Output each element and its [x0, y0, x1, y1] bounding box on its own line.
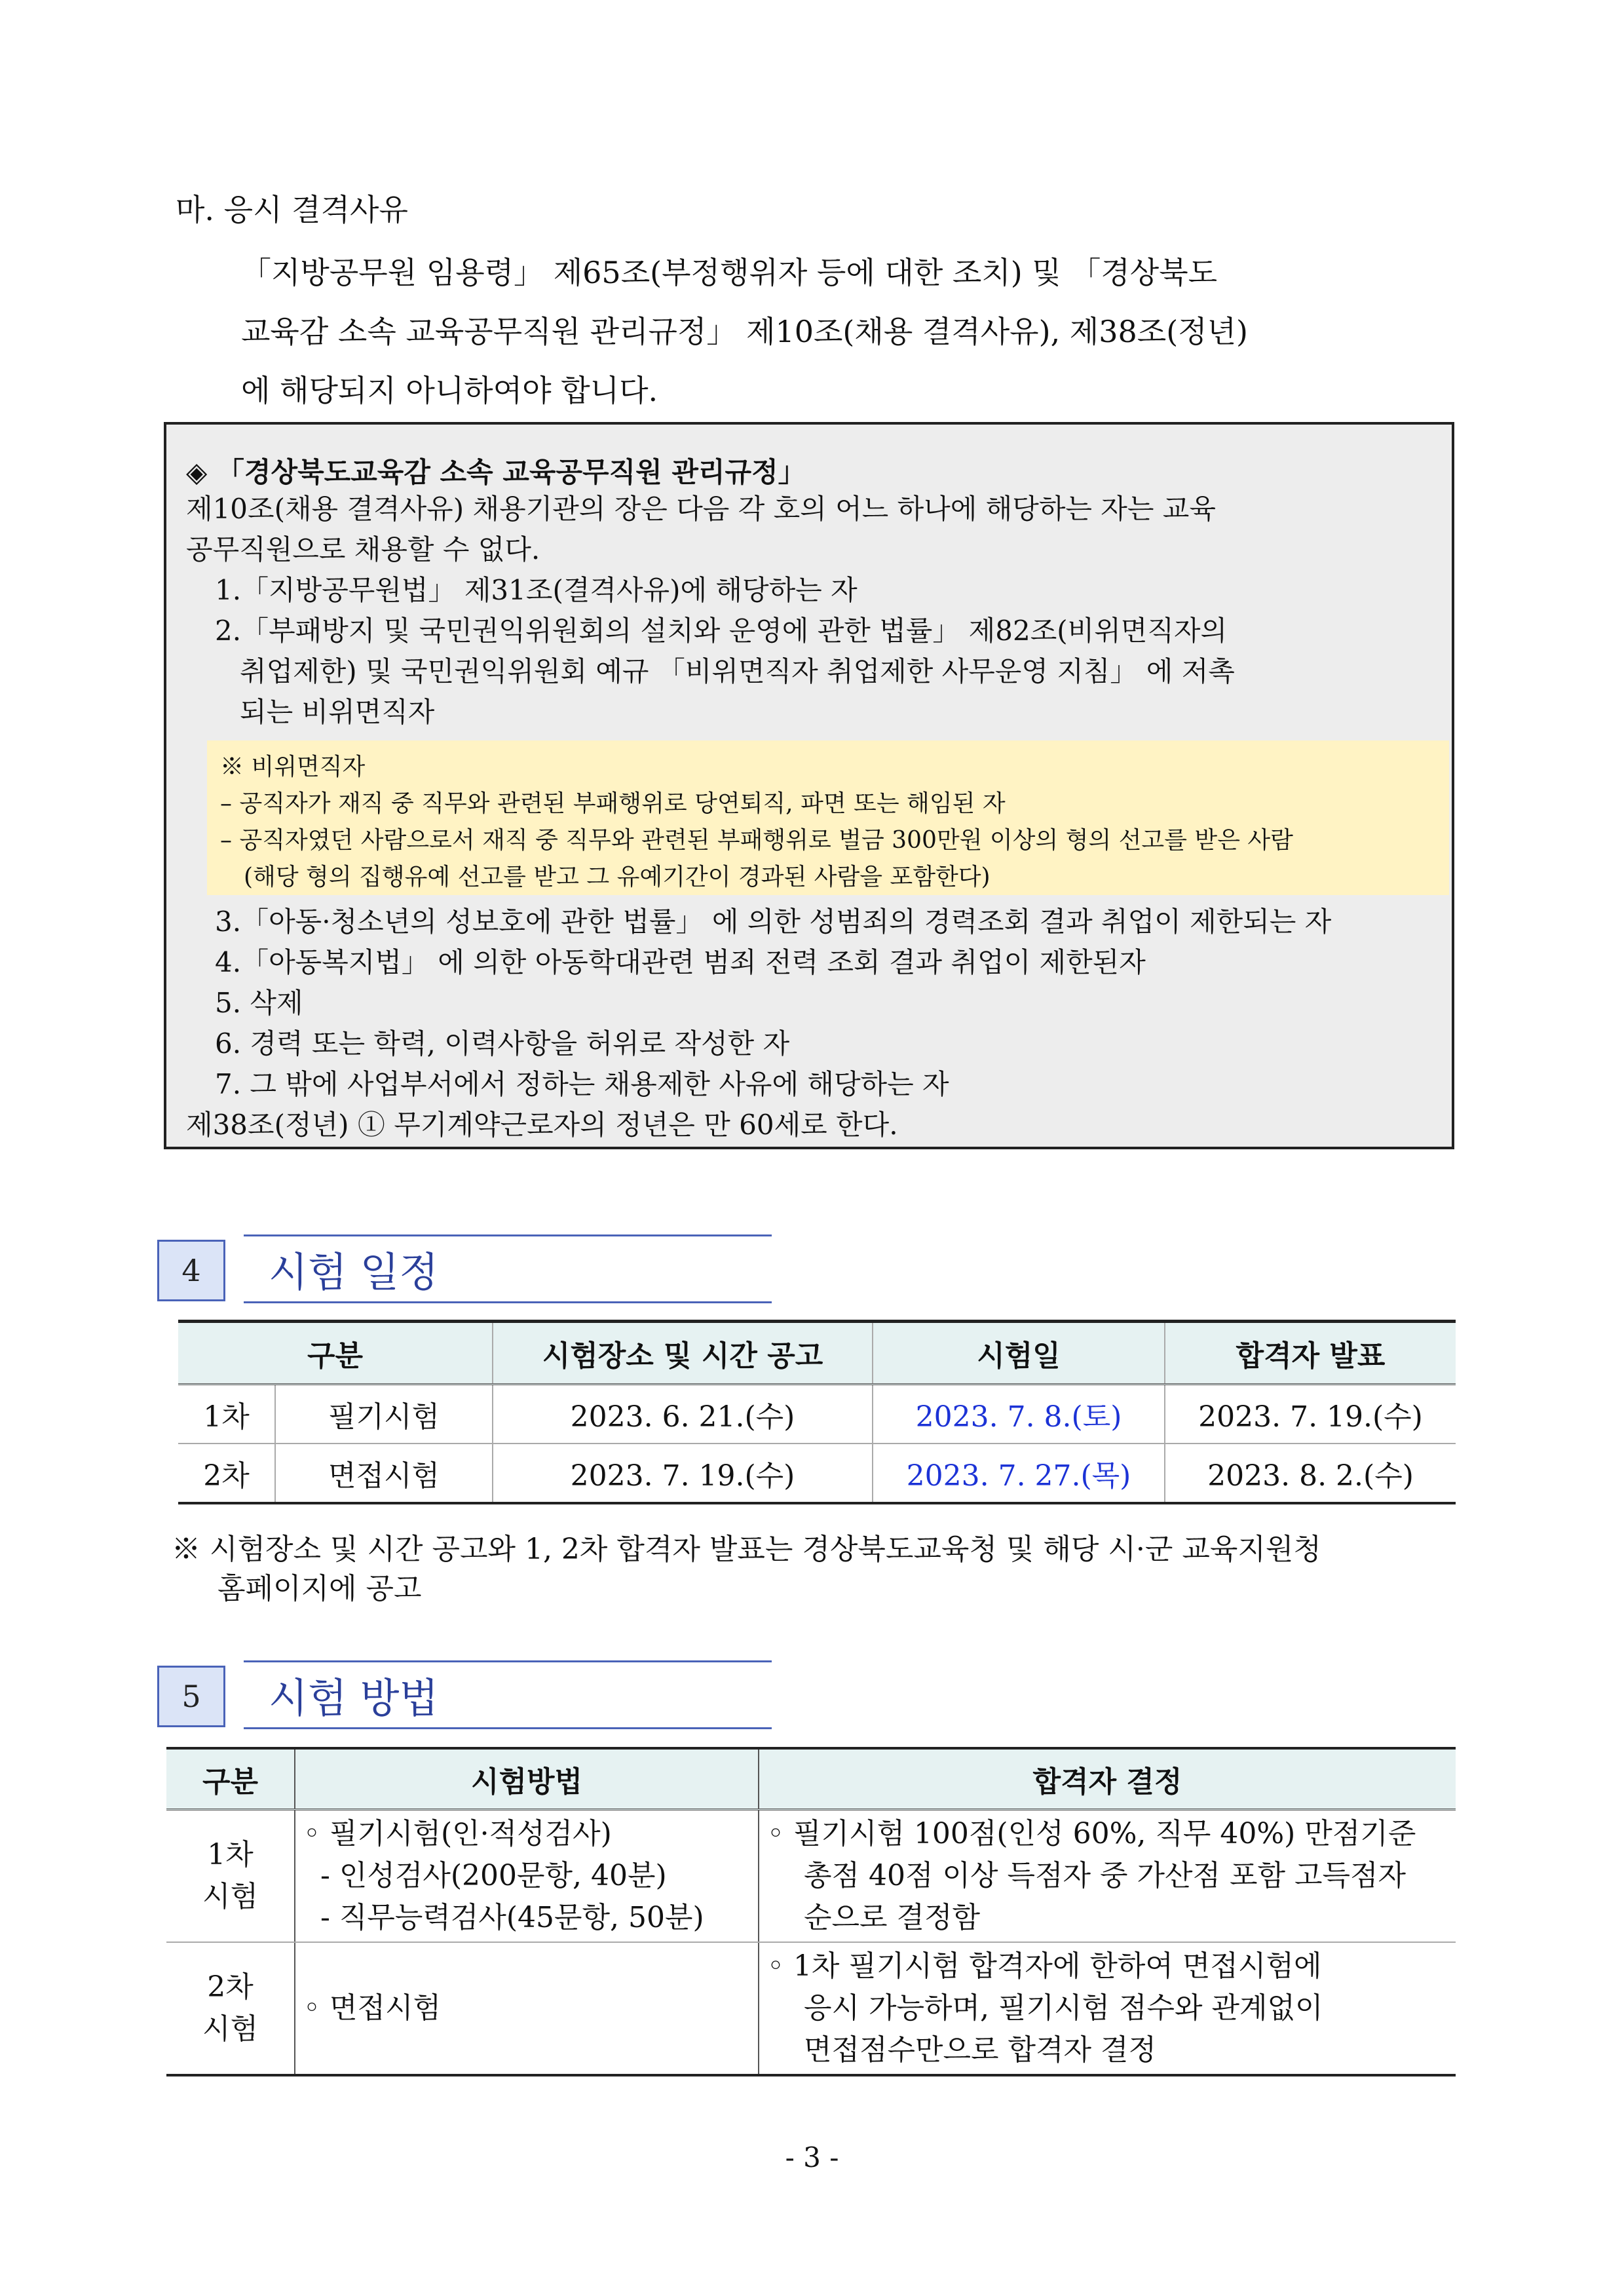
section5-bottom-rule: [244, 1727, 772, 1729]
regulation-line: 제10조(채용 결격사유) 채용기관의 장은 다음 각 호의 어느 하나에 해당하는 자는 교육: [186, 493, 1216, 525]
header-category: 구분: [178, 1322, 493, 1385]
regulation-line: 4.「아동복지법」 에 의한 아동학대관련 범죄 전력 조회 결과 취업이 제한된자: [215, 946, 1146, 978]
schedule-footnote: ※ 시험장소 및 시간 공고와 1, 2차 합격자 발표는 경상북도교육청 및 해당 시·군 교육지원청: [172, 1533, 1321, 1566]
decision-cell: [759, 1810, 1456, 1943]
method-line: - 인성검사(200문항, 40분): [320, 1859, 667, 1892]
note-title: ※ 비위면직자: [220, 754, 366, 780]
method-line: ◦ 필기시험(인·적성검사): [303, 1817, 612, 1850]
regulation-box-title: ◈ 「경상북도교육감 소속 교육공무직원 관리규정」: [186, 456, 806, 488]
method-header-row: [166, 1748, 1456, 1810]
decision-line: ◦ 1차 필기시험 합격자에 한하여 면접시험에: [767, 1949, 1322, 1983]
page-number: - 3 -: [785, 2141, 839, 2173]
announce-cell: 2023. 8. 2.(수): [1165, 1444, 1456, 1503]
round-cell: [166, 1810, 295, 1943]
decision-line: 면접점수만으로 합격자 결정: [804, 2033, 1157, 2067]
decision-line: 순으로 결정함: [804, 1901, 981, 1934]
decision-line: 총점 40점 이상 득점자 중 가산점 포함 고득점자: [804, 1859, 1406, 1892]
table-row: [166, 1810, 1456, 1943]
section5-number-badge: 5: [157, 1666, 225, 1727]
section-ma-paragraph-line: 에 해당되지 아니하여야 합니다.: [241, 373, 658, 408]
header-notice: 시험장소 및 시간 공고: [493, 1322, 873, 1385]
section5-title: 시험 방법: [269, 1674, 439, 1722]
header-exam-date: 시험일: [873, 1322, 1165, 1385]
regulation-line: 3.「아동·청소년의 성보호에 관한 법률」 에 의한 성범죄의 경력조회 결과 취업이 제한되는 자: [215, 906, 1332, 938]
regulation-line: 공무직원으로 채용할 수 없다.: [186, 533, 540, 565]
note-line: – 공직자였던 사람으로서 재직 중 직무와 관련된 부패행위로 벌금 300만원 이상의 형의 선고를 받은 사람: [220, 827, 1293, 854]
note-line: – 공직자가 재직 중 직무와 관련된 부패행위로 당연퇴직, 파면 또는 해임된 자: [220, 790, 1006, 817]
section-ma-paragraph-line: 「지방공무원 임용령」 제65조(부정행위자 등에 대한 조치) 및 「경상북도: [241, 255, 1218, 290]
notice-cell: 2023. 6. 21.(수): [493, 1385, 873, 1444]
schedule-footnote: 홈페이지에 공고: [217, 1572, 422, 1605]
schedule-table: [178, 1320, 1456, 1504]
regulation-line: 2.「부패방지 및 국민권익위원회의 설치와 운영에 관한 법률」 제82조(비위면직자의: [215, 615, 1228, 647]
round-cell: 2차: [178, 1444, 275, 1503]
section-ma-paragraph-line: 교육감 소속 교육공무직원 관리규정」 제10조(채용 결격사유), 제38조(정년): [241, 314, 1248, 349]
header-decision: 합격자 결정: [759, 1748, 1456, 1810]
regulation-line: 7. 그 밖에 사업부서에서 정하는 채용제한 사유에 해당하는 자: [215, 1068, 949, 1100]
section4-bottom-rule: [244, 1301, 772, 1303]
table-row: [166, 1942, 1456, 2075]
round-line: 시험: [202, 1880, 258, 1913]
section4-number-badge: 4: [157, 1240, 225, 1301]
section-ma-title: 마. 응시 결격사유: [176, 192, 408, 227]
regulation-line: 되는 비위면직자: [240, 696, 435, 728]
announce-cell: 2023. 7. 19.(수): [1165, 1385, 1456, 1444]
round-line: 시험: [202, 2012, 258, 2046]
regulation-line: 취업제한) 및 국민권익위원회 예규 「비위면직자 취업제한 사무운영 지침」 에 저촉: [240, 655, 1235, 687]
method-cell: [295, 1942, 759, 2075]
table-row: [178, 1385, 1456, 1444]
header-method: 시험방법: [295, 1748, 759, 1810]
type-cell: 필기시험: [275, 1385, 493, 1444]
decision-line: ◦ 필기시험 100점(인성 60%, 직무 40%) 만점기준: [767, 1817, 1416, 1850]
schedule-header-row: [178, 1322, 1456, 1385]
note-box: [207, 740, 1449, 895]
header-category: 구분: [166, 1748, 295, 1810]
section5-top-rule: [244, 1660, 772, 1662]
method-line: ◦ 면접시험: [303, 1991, 441, 2025]
header-announce: 합격자 발표: [1165, 1322, 1456, 1385]
regulation-line: 5. 삭제: [215, 987, 303, 1019]
regulation-line: 6. 경력 또는 학력, 이력사항을 허위로 작성한 자: [215, 1027, 790, 1060]
regulation-line: 1.「지방공무원법」 제31조(결격사유)에 해당하는 자: [215, 574, 858, 606]
type-cell: 면접시험: [275, 1444, 493, 1503]
exam-date-cell: 2023. 7. 8.(토): [873, 1385, 1165, 1444]
regulation-box: [164, 422, 1454, 1149]
section4-top-rule: [244, 1234, 772, 1236]
regulation-line: 제38조(정년) ① 무기계약근로자의 정년은 만 60세로 한다.: [186, 1109, 898, 1141]
round-line: 2차: [207, 1970, 254, 2004]
note-line: (해당 형의 집행유예 선고를 받고 그 유예기간이 경과된 사람을 포함한다): [244, 864, 991, 890]
method-line: - 직무능력검사(45문항, 50분): [320, 1901, 704, 1934]
method-table: [166, 1747, 1456, 2076]
round-line: 1차: [207, 1838, 254, 1871]
round-cell: [166, 1942, 295, 2075]
decision-cell: [759, 1942, 1456, 2075]
exam-date-cell: 2023. 7. 27.(목): [873, 1444, 1165, 1503]
section4-title: 시험 일정: [269, 1248, 439, 1296]
notice-cell: 2023. 7. 19.(수): [493, 1444, 873, 1503]
decision-line: 응시 가능하며, 필기시험 점수와 관계없이: [804, 1991, 1323, 2025]
round-cell: 1차: [178, 1385, 275, 1444]
method-cell: [295, 1810, 759, 1943]
table-row: [178, 1444, 1456, 1503]
